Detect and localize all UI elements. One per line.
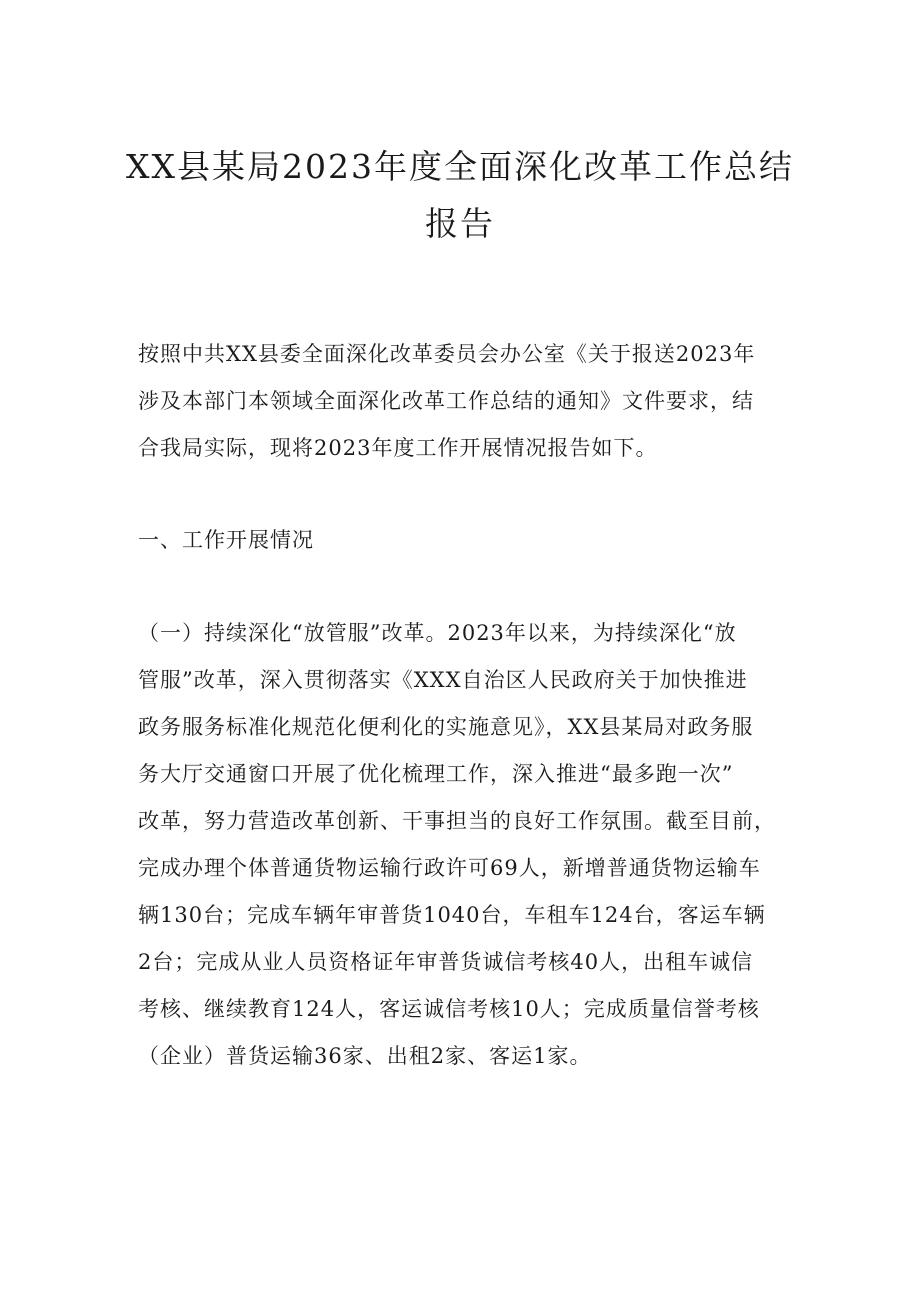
section-heading-text: 一、工作开展情况 [138,528,314,552]
section-1-line: 务大厅交通窗口开展了优化梳理工作，深入推进“最多跑一次” [138,762,734,786]
section-1-line: 辆130台；完成车辆年审普货1040台，车租车124台，客运车辆 [138,903,766,927]
intro-line: 涉及本部门本领域全面深化改革工作总结的通知》文件要求，结 [138,389,754,413]
intro-paragraph [138,331,790,472]
intro-line: 按照中共XX县委全面深化改革委员会办公室《关于报送2023年 [138,342,756,366]
title-line-1: XX县某局2023年度全面深化改革工作总结 [126,147,794,186]
section-1-paragraph [138,610,790,1080]
section-1-line: 政务服务标准化规范化便利化的实施意见》，XX县某局对政务服 [138,715,754,739]
section-1-line: 完成办理个体普通货物运输行政许可69人，新增普通货物运输车 [138,856,761,880]
document-title [120,138,800,252]
section-1-line: 考核、继续教育124人，客运诚信考核10人；完成质量信誉考核 [138,997,760,1021]
title-line-2: 报告 [425,204,495,243]
section-1-line: 改革，努力营造改革创新、干事担当的良好工作氛围。截至目前， [138,809,776,833]
section-1-line: （企业）普货运输36家、出租2家、客运1家。 [138,1044,592,1068]
section-1-line: 2台；完成从业人员资格证年审普货诚信考核40人，出租车诚信 [138,950,754,974]
section-1-line: 管服”改革，深入贯彻落实《XXX自治区人民政府关于加快推进 [138,668,748,692]
section-heading [138,517,790,564]
intro-line: 合我局实际，现将2023年度工作开展情况报告如下。 [138,436,658,460]
section-1-line: （一）持续深化“放管服”改革。2023年以来，为持续深化“放 [138,621,737,645]
